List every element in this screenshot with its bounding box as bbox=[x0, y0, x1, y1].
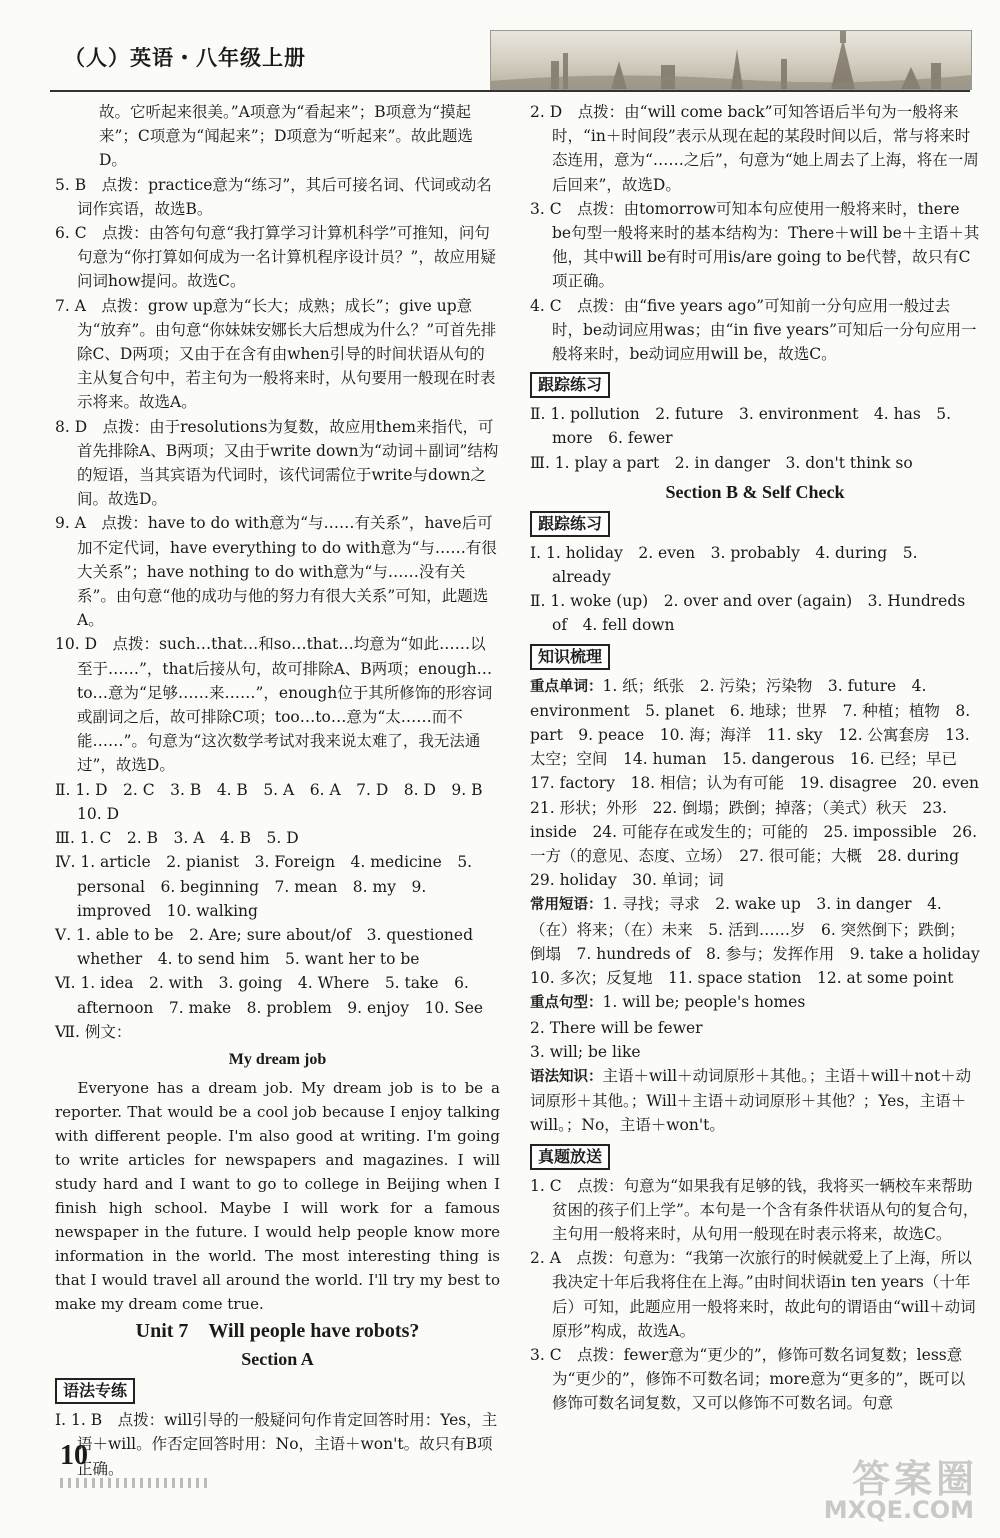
page-number-decoration bbox=[60, 1478, 210, 1488]
left-column bbox=[55, 100, 500, 1481]
answer-item-5: 5. B 点拨：practice意为“练习”，其后可接名词、代词或动名词作宾语，故选B。 bbox=[55, 175, 492, 218]
section-6-answers: Ⅵ. 1. idea 2. with 3. going 4. Where 5. take 6. afternoon 7. make 8. problem 9. enjoy 10. See bbox=[55, 974, 484, 1017]
watermark-url: MXQE.COM bbox=[823, 1496, 974, 1524]
tag-tracking-practice-1: 跟踪练习 bbox=[530, 372, 610, 398]
track2-section-1: Ⅰ. 1. holiday 2. even 3. probably 4. during 5. already bbox=[530, 543, 918, 587]
page-number: 10 bbox=[60, 1440, 88, 1471]
book-title: （人）英语・八年级上册 bbox=[64, 45, 306, 70]
grammar-answer-4: 4. C 点拨：由“five years ago”可知前一分句应用一般过去时，be动词应用was；由“in five years”可知后一分句应用一般将来时，be动词应用will be，故选C。 bbox=[530, 296, 977, 364]
grammar-answer-1: Ⅰ. 1. B 点拨：will引导的一般疑问句作肯定回答时用：Yes，主语＋will。作否定回答时用：No，主语＋won't。故只有B项正确。 bbox=[55, 1411, 498, 1478]
key-pattern-3: 3. will; be like bbox=[530, 1042, 641, 1061]
watermark-logo: 答案圈 bbox=[851, 1457, 978, 1501]
tag-grammar-practice: 语法专练 bbox=[55, 1378, 135, 1404]
key-patterns: 重点句型：1. will be; people's homes bbox=[530, 993, 806, 1012]
exam-answer-1: 1. C 点拨：句意为“如果我有足够的钱，我将买一辆校车来帮助贫困的孩子们上学”。本句是一个含有条件状语从句的复合句，主句用一般将来时，从句用一般现在时表示将来，故选C。 bbox=[530, 1176, 979, 1243]
answer-item-6: 6. C 点拨：由答句句意“我打算学习计算机科学”可推知，问句句意为“你打算如何成为一名计算机程序设计员？”，故应用疑问词how提问。故选C。 bbox=[55, 224, 496, 291]
track1-section-2: Ⅱ. 1. pollution 2. future 3. environment 4. has 5. more 6. fewer bbox=[530, 405, 952, 448]
right-column bbox=[530, 100, 996, 1416]
header-banner-image bbox=[490, 30, 972, 90]
section-3-answers: Ⅲ. 1. C 2. B 3. A 4. B 5. D bbox=[55, 829, 299, 848]
section-4-answers: Ⅳ. 1. article 2. pianist 3. Foreign 4. medicine 5. personal 6. beginning 7. mean 8. my 9. improved 10. walking bbox=[55, 853, 473, 920]
answer-item-8: 8. D 点拨：由于resolutions为复数，故应用them来指代，可首先排除A、B两项；又由于write down为“动词＋副词”结构的短语，当其宾语为代词时，该代词需位于write与down之间。故选D。 bbox=[55, 417, 499, 509]
track1-section-3: Ⅲ. 1. play a part 2. in danger 3. don't think so bbox=[530, 453, 913, 472]
essay-title: My dream job bbox=[228, 1050, 327, 1068]
answer-item-9: 9. A 点拨：have to do with意为“与……有关系”，have后可加不定代词，have everything to do with意为“与……有很大关系”；have nothing to do with意为“与……没有关系”。由句意“他的成功与他的努力有很大关系”可知，此题选A。 bbox=[55, 514, 497, 630]
exam-answer-3: 3. C 点拨：fewer意为“更少的”，修饰可数名词复数；less意为“更少的”，修饰不可数名词；more意为“更多的”，既可以修饰可数名词复数，又可以修饰不可数名词。句意 bbox=[530, 1345, 966, 1413]
exam-answer-2: 2. A 点拨：句意为：“我第一次旅行的时候就爱上了上海，所以我决定十年后我将住在上海。”由时间状语in ten years（十年后）可知，此题应用一般将来时，故此句的谓语由“will＋动词原形”构成，故选A。 bbox=[530, 1249, 976, 1340]
page-header bbox=[50, 30, 970, 100]
key-pattern-2: 2. There will be fewer bbox=[530, 1018, 703, 1037]
section-5-answers: Ⅴ. 1. able to be 2. Are; sure about/of 3. questioned whether 4. to send him 5. want her to be bbox=[55, 925, 473, 969]
unit-title: Unit 7 Will people have robots? bbox=[135, 1320, 420, 1343]
tag-tracking-practice-2: 跟踪练习 bbox=[530, 511, 610, 537]
key-words: 重点单词：1. 纸；纸张 2. 污染；污染物 3. future 4. environment 5. planet 6. 地球；世界 7. 种植；植物 8. part 9. peace 10. 海；海洋 11. sky 12. 公寓套房 13. 太空；空间 14. human 15. dangerous 16. 已经；早已 17. factory 18. 相信；认为有可能 19. disagree 20. even 21. 形状；外形 22. 倒塌；跌倒；掉落；（美式）秋天 23. inside 24. 可能存在或发生的；可能的 25. impossible 26. 一方（的意见、态度、立场） 27. 很可能；大概 28. during 29. holiday 30. 单词；词 bbox=[530, 676, 995, 890]
answer-continued: 故。它听起来很美。”A项意为“看起来”；B项意为“摸起来”；C项意为“闻起来”；D项意为“听起来”。故此题选D。 bbox=[99, 103, 473, 170]
tag-real-exam: 真题放送 bbox=[530, 1144, 610, 1170]
answer-item-7: 7. A 点拨：grow up意为“长大；成熟；成长”；give up意为“放弃”。由句意“你妹妹安娜长大后想成为什么？”可首先排除C、D两项；又由于在含有由when引导的时间状语从句的主从复合句中，若主句为一般将来时，从句要用一般现在时表示将来。故选A。 bbox=[55, 296, 497, 412]
section-b-title: Section B & Self Check bbox=[665, 481, 845, 502]
answer-item-10: 10. D 点拨：such…that…和so…that…均意为“如此……以至于……”，that后接从句，故可排除A、B两项；enough…to…意为“足够……来……”，enough位于其所修饰的形容词或副词之后，故可排除C项；too…to…意为“太……而不能……”。句意为“这次数学考试对我来说太难了，我无法通过”，故选D。 bbox=[55, 635, 493, 775]
section-2-answers: Ⅱ. 1. D 2. C 3. B 4. B 5. A 6. A 7. D 8. D 9. B 10. D bbox=[55, 780, 499, 823]
tag-knowledge-review: 知识梳理 bbox=[530, 644, 610, 670]
grammar-answer-3: 3. C 点拨：由tomorrow可知本句应使用一般将来时，there be句型一般将来时的基本结构为：There＋will be＋主语＋其他，其中will be有时可用is/are going to be代替，故只有C项正确。 bbox=[530, 199, 980, 291]
track2-section-2: Ⅱ. 1. woke (up) 2. over and over (again) 3. Hundreds of 4. fell down bbox=[530, 592, 966, 635]
section-a-title: Section A bbox=[241, 1349, 314, 1370]
skyline-illustration bbox=[491, 31, 971, 89]
section-7-label: Ⅶ. 例文： bbox=[55, 1022, 132, 1041]
grammar-answer-2: 2. D 点拨：由“will come back”可知答语后半句为一般将来时，“in＋时间段”表示从现在起的某段时间以后，常与将来时态连用，意为“……之后”，句意为“她上周去了上海，将在一周后回来”，故选D。 bbox=[530, 103, 979, 194]
essay-body: Everyone has a dream job. My dream job is to be a reporter. That would be a cool job because I enjoy talking with different people. I'm also good at writing. I'm going to write articles for newspapers and magazines. I will study hard and I want to go to college in Beijing when I finish high school. Maybe I will work for a famous newspaper in the future. I would help people know more information in the world. The most interesting thing is that I would travel all around the world. I'll try my best to make my dream come true. bbox=[55, 1079, 500, 1314]
grammar-knowledge: 语法知识：主语＋will＋动词原形＋其他。；主语＋will＋not＋动词原形＋其他。；Will＋主语＋动词原形＋其他？；Yes，主语＋will。；No，主语＋won't。 bbox=[530, 1066, 972, 1135]
header-rule bbox=[50, 90, 970, 92]
common-phrases: 常用短语：1. 寻找；寻求 2. wake up 3. in danger 4.（在）将来；（在）未来 5. 活到……岁 6. 突然倒下；跌倒；倒塌 7. hundreds of 8. 参与；发挥作用 9. take a holiday 10. 多次；反复地 11. space station 12. at some point bbox=[530, 895, 996, 988]
